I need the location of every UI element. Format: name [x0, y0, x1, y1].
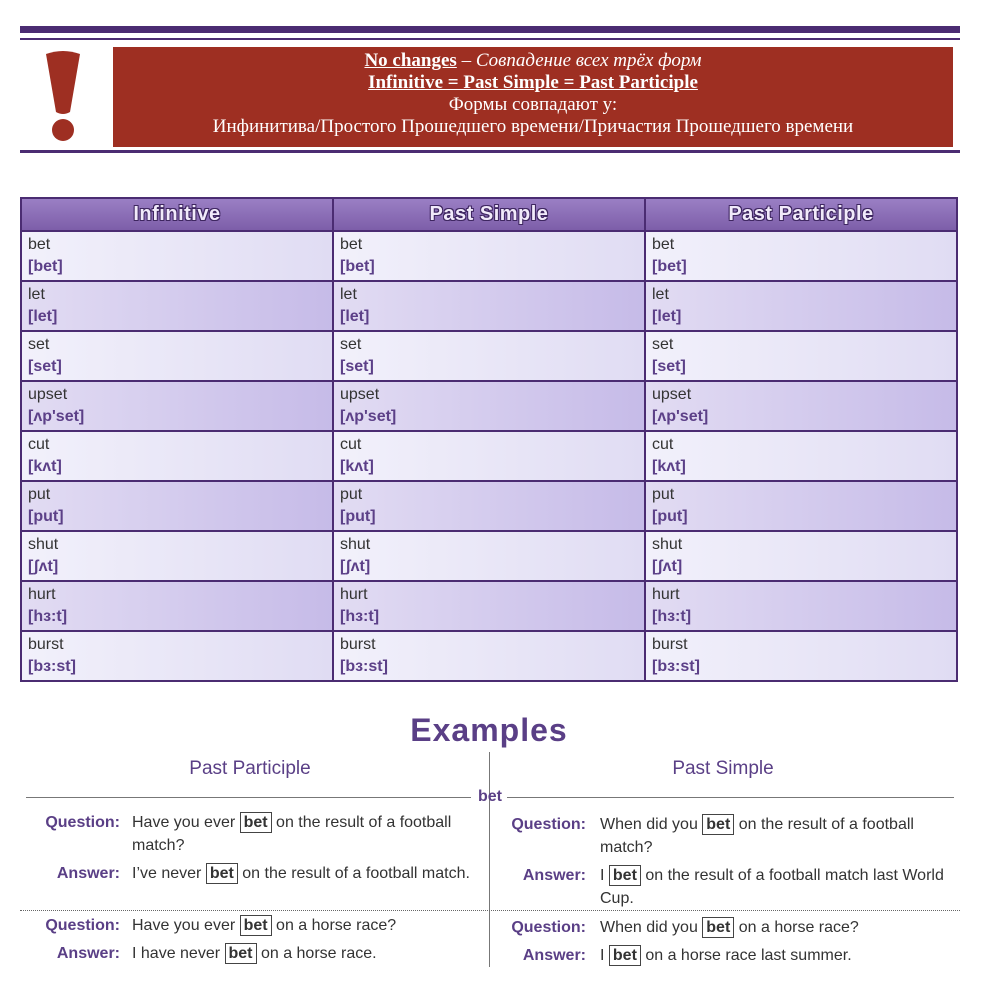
cell-past-simple	[333, 581, 645, 631]
transcription: [bɜ:st]	[652, 658, 700, 675]
text-part: on a horse race?	[734, 919, 859, 936]
rule-banner	[113, 47, 953, 147]
cell-infinitive	[21, 431, 333, 481]
transcription: [let]	[340, 308, 370, 325]
verb-form: shut	[28, 536, 59, 553]
transcription: [set]	[652, 358, 686, 375]
cell-past-participle	[645, 381, 957, 431]
cell-infinitive	[21, 331, 333, 381]
divider-left	[26, 797, 471, 798]
verb-form: shut	[652, 536, 683, 553]
right-answer-2-text	[600, 944, 950, 967]
transcription: [ʃʌt]	[28, 558, 59, 575]
verb-form: hurt	[340, 586, 368, 603]
verb-form: bet	[28, 236, 51, 253]
text-part: Have you ever	[132, 917, 240, 934]
left-question-2-text	[132, 914, 472, 937]
cell-past-simple	[333, 531, 645, 581]
transcription: [ʌp'set]	[652, 408, 709, 425]
verb-form: burst	[28, 636, 64, 653]
transcription: [bet]	[28, 258, 63, 275]
banner-formula: Infinitive = Past Simple = Past Participle	[368, 72, 698, 93]
divider-right	[507, 797, 954, 798]
verb-form: let	[652, 286, 669, 303]
cell-past-participle	[645, 631, 957, 681]
text-part: Have you ever	[132, 814, 240, 831]
exclamation-icon	[38, 50, 88, 142]
banner-line-1	[113, 50, 953, 72]
transcription: [put]	[652, 508, 688, 525]
text-part: When did you	[600, 919, 703, 936]
transcription: [bɜ:st]	[340, 658, 388, 675]
text-part: I’ve never	[132, 865, 206, 882]
cell-infinitive	[21, 481, 333, 531]
keyword-box: bet	[206, 863, 238, 884]
transcription: [hɜ:t]	[28, 608, 68, 625]
right-question-2-text	[600, 916, 950, 939]
banner-bottom-rule	[20, 150, 960, 153]
verb-form: cut	[340, 436, 362, 453]
dotted-separator	[20, 910, 960, 911]
left-answer-2-text	[132, 942, 472, 965]
text-part: on the result of a football match.	[237, 865, 470, 882]
banner-line-3: Формы совпадают у:	[448, 94, 618, 115]
cell-past-participle	[645, 581, 957, 631]
verb-form: upset	[28, 386, 68, 403]
cell-infinitive	[21, 281, 333, 331]
transcription: [bet]	[340, 258, 375, 275]
transcription: [put]	[28, 508, 64, 525]
column-divider	[489, 752, 490, 967]
verb-form: hurt	[28, 586, 56, 603]
transcription: [bɜ:st]	[28, 658, 76, 675]
transcription: [kʌt]	[28, 458, 62, 475]
table-row	[21, 231, 957, 281]
top-rule-thin	[20, 38, 960, 40]
cell-infinitive	[21, 581, 333, 631]
transcription: [kʌt]	[652, 458, 686, 475]
verb-form: set	[340, 336, 362, 353]
cell-past-simple	[333, 481, 645, 531]
text-part: When did you	[600, 816, 703, 833]
text-part: on a horse race last summer.	[640, 947, 852, 964]
cell-infinitive	[21, 531, 333, 581]
transcription: [ʌp'set]	[340, 408, 397, 425]
verb-form: cut	[28, 436, 50, 453]
table-row	[21, 331, 957, 381]
transcription: [set]	[28, 358, 62, 375]
table-row	[21, 431, 957, 481]
keyword-box: bet	[225, 943, 257, 964]
cell-infinitive	[21, 381, 333, 431]
verb-form: upset	[340, 386, 380, 403]
banner-no-changes: No changes	[364, 50, 457, 71]
cell-past-simple	[333, 631, 645, 681]
table-header-row	[21, 198, 957, 231]
text-part: on a horse race?	[271, 917, 397, 934]
transcription: [hɜ:t]	[652, 608, 692, 625]
verb-form: put	[340, 486, 363, 503]
verb-form: put	[652, 486, 675, 503]
cell-past-simple	[333, 331, 645, 381]
keyword-box: bet	[702, 917, 734, 938]
table-row	[21, 631, 957, 681]
verb-form: let	[340, 286, 357, 303]
left-answer-1-text	[132, 862, 472, 885]
verb-form: burst	[652, 636, 688, 653]
question-label: Question:	[45, 917, 120, 934]
cell-past-participle	[645, 481, 957, 531]
top-rule-thick	[20, 26, 960, 33]
verb-form: hurt	[652, 586, 680, 603]
transcription: [hɜ:t]	[340, 608, 380, 625]
cell-past-simple	[333, 431, 645, 481]
answer-label: Answer:	[56, 945, 120, 962]
keyword-box: bet	[240, 812, 272, 833]
transcription: [ʃʌt]	[652, 558, 683, 575]
text-part: on a horse race.	[256, 945, 377, 962]
transcription: [set]	[340, 358, 374, 375]
header-infinitive: Infinitive	[21, 198, 333, 231]
verb-form: burst	[340, 636, 376, 653]
verb-form: bet	[340, 236, 363, 253]
transcription: [let]	[28, 308, 58, 325]
table-row	[21, 281, 957, 331]
left-question-1-text	[132, 811, 472, 857]
keyword-box: bet	[609, 865, 641, 886]
verb-form: set	[652, 336, 674, 353]
text-part: on the result of a football match?	[132, 814, 452, 854]
cell-past-participle	[645, 231, 957, 281]
answer-label: Answer:	[56, 865, 120, 882]
question-label: Question:	[511, 816, 586, 833]
verb-forms-table	[20, 197, 958, 682]
header-past-participle: Past Participle	[645, 198, 957, 231]
keyword-box: bet	[240, 915, 272, 936]
right-question-1-text	[600, 813, 950, 859]
cell-past-simple	[333, 381, 645, 431]
text-part: I	[600, 867, 609, 884]
column-heading-past-participle: Past Participle	[189, 758, 311, 779]
cell-past-participle	[645, 531, 957, 581]
table-row	[21, 581, 957, 631]
transcription: [kʌt]	[340, 458, 374, 475]
column-heading-past-simple: Past Simple	[672, 758, 774, 779]
transcription: [ʃʌt]	[340, 558, 371, 575]
examples-title: Examples	[410, 712, 568, 748]
question-label: Question:	[511, 919, 586, 936]
text-part: on the result of a football match last World Cup.	[600, 867, 944, 907]
cell-infinitive	[21, 631, 333, 681]
keyword-box: bet	[609, 945, 641, 966]
text-part: I	[600, 947, 609, 964]
cell-past-participle	[645, 331, 957, 381]
verb-form: cut	[652, 436, 674, 453]
header-past-simple: Past Simple	[333, 198, 645, 231]
answer-label: Answer:	[522, 947, 586, 964]
cell-infinitive	[21, 231, 333, 281]
table-row	[21, 481, 957, 531]
question-label: Question:	[45, 814, 120, 831]
answer-label: Answer:	[522, 867, 586, 884]
cell-past-simple	[333, 231, 645, 281]
transcription: [bet]	[652, 258, 687, 275]
verb-form: let	[28, 286, 45, 303]
text-part: on the result of a football match?	[600, 816, 914, 856]
verb-form: bet	[652, 236, 675, 253]
banner-subtitle: – Совпадение всех трёх форм	[456, 50, 702, 71]
transcription: [put]	[340, 508, 376, 525]
keyword-box: bet	[702, 814, 734, 835]
table-row	[21, 381, 957, 431]
text-part: I have never	[132, 945, 225, 962]
verb-form: shut	[340, 536, 371, 553]
transcription: [ʌp'set]	[28, 408, 85, 425]
verb-form: set	[28, 336, 50, 353]
cell-past-simple	[333, 281, 645, 331]
table-row	[21, 531, 957, 581]
cell-past-participle	[645, 281, 957, 331]
verb-form: upset	[652, 386, 692, 403]
verb-form: put	[28, 486, 51, 503]
banner-line-4: Инфинитива/Простого Прошедшего времени/Причастия Прошедшего времени	[212, 116, 854, 137]
center-verb-label: bet	[478, 788, 502, 805]
transcription: [let]	[652, 308, 682, 325]
right-answer-1-text	[600, 864, 950, 910]
cell-past-participle	[645, 431, 957, 481]
